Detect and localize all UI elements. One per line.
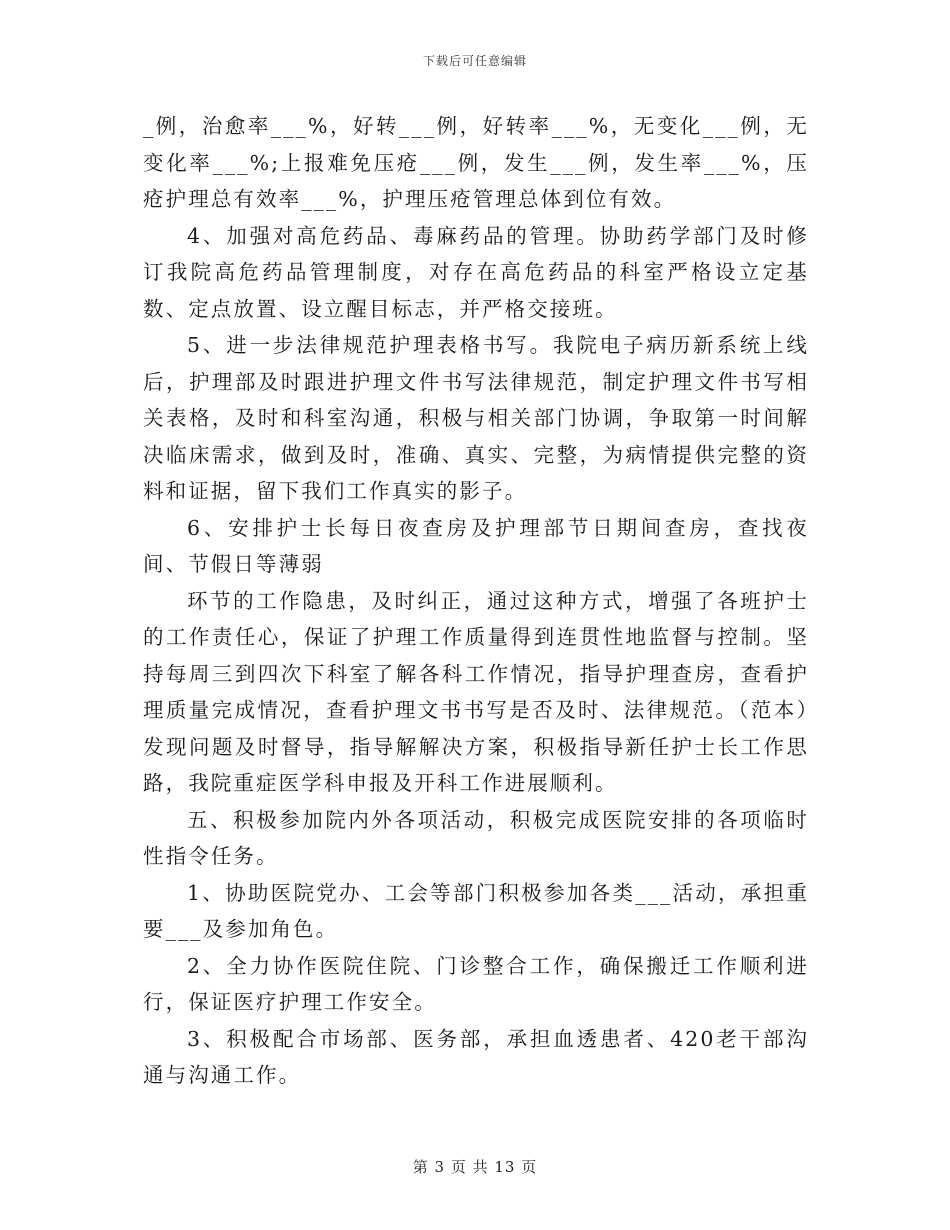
paragraph-section-5-item-1: 1、协助医院党办、工会等部门积极参加各类___活动，承担重要___及参加角色。	[143, 880, 809, 941]
paragraph-item-5: 5、进一步法律规范护理表格书写。我院电子病历新系统上线后，护理部及时跟进护理文件书写法律规范，制定护理文件书写相关表格，及时和科室沟通，积极与相关部门协调，争取第一时间解决临床需求，做到及时，准确、真实、完整，为病情提供完整的资料和证据，留下我们工作真实的影子。	[143, 333, 809, 503]
paragraph-section-5-item-2: 2、全力协作医院住院、门诊整合工作，确保搬迁工作顺利进行，保证医疗护理工作安全。	[143, 953, 809, 1014]
page-header: 下载后可任意编辑	[422, 54, 527, 68]
page-footer: 第 3 页 共 13 页	[412, 1158, 538, 1176]
document-body	[143, 108, 809, 1094]
paragraph-cure-statistics: _例，治愈率___%，好转___例，好转率___%，无变化___例，无变化率___%;上报难免压疮___例，发生___例，发生率___%，压疮护理总有效率___%，护理压疮管理总体到位有效。	[143, 114, 809, 211]
paragraph-section-5-heading: 五、积极参加院内外各项活动，积极完成医院安排的各项临时性指令任务。	[143, 807, 809, 868]
paragraph-item-4: 4、加强对高危药品、毒麻药品的管理。协助药学部门及时修订我院高危药品管理制度，对存在高危药品的科室严格设立定基数、定点放置、设立醒目标志，并严格交接班。	[143, 223, 809, 321]
paragraph-item-6-continued: 环节的工作隐患，及时纠正，通过这种方式，增强了各班护士的工作责任心，保证了护理工作质量得到连贯性地监督与控制。坚持每周三到四次下科室了解各科工作情况，指导护理查房，查看护理质量完成情况，查看护理文书书写是否及时、法律规范。（范本）发现问题及时督导，指导解解决方案，积极指导新任护士长工作思路，我院重症医学科申报及开科工作进展顺利。	[143, 588, 809, 795]
paragraph-item-6: 6、安排护士长每日夜查房及护理部节日期间查房，查找夜间、节假日等薄弱	[143, 515, 809, 576]
paragraph-section-5-item-3: 3、积极配合市场部、医务部，承担血透患者、420老干部沟通与沟通工作。	[143, 1026, 809, 1087]
